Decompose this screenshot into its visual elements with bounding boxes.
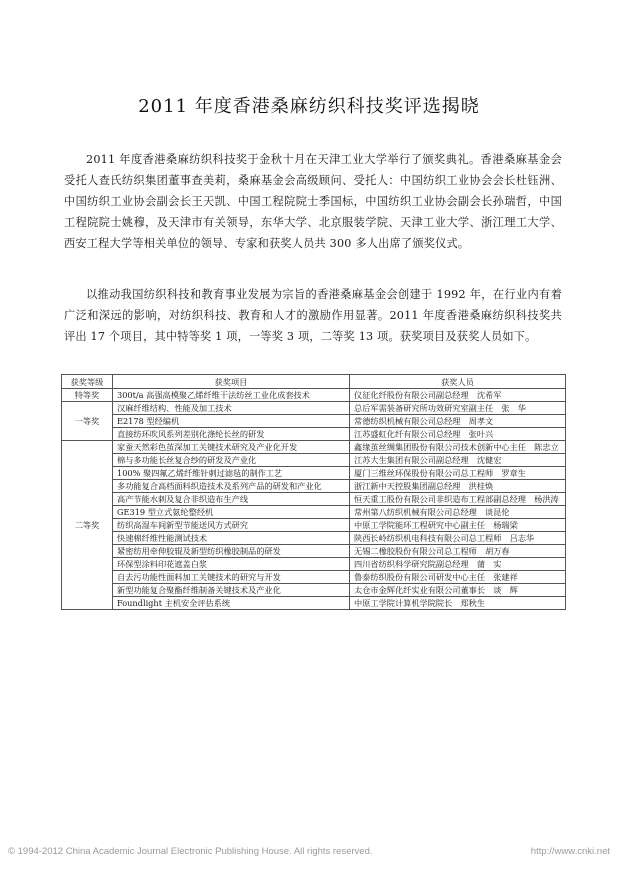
- table-row: [62, 597, 566, 610]
- award-project-cell: 环保型涂料印花遮盖白浆: [113, 558, 350, 571]
- award-level-cell: 特等奖: [62, 389, 113, 402]
- table-row: [62, 519, 566, 532]
- table-row: [62, 428, 566, 441]
- table-row: [62, 480, 566, 493]
- award-people-cell: 中原工学院计算机学院院长 郑秋生: [350, 597, 566, 610]
- table-row: [62, 558, 566, 571]
- table-row: [62, 506, 566, 519]
- table-body: [62, 389, 566, 610]
- table-header-row: [62, 375, 566, 389]
- copyright-footer: [8, 846, 610, 857]
- table-row: [62, 545, 566, 558]
- award-project-cell: 汉麻纤维结构、性能及加工技术: [113, 402, 350, 415]
- article-title: 2011 年度香港桑麻纺织科技奖评选揭晓: [138, 96, 480, 117]
- footer-url[interactable]: http://www.cnki.net: [530, 846, 610, 857]
- table-row: [62, 532, 566, 545]
- award-project-cell: Foundlight 主机安全评估系统: [113, 597, 350, 610]
- intro-paragraph: 2011 年度香港桑麻纺织科技奖于金秋十月在天津工业大学举行了颁奖典礼。香港桑麻基金会受托人查氏纺织集团董事查美莉，桑麻基金会高级顾问、受托人：中国纺织工业协会会长杜钰洲、中国纺织工业协会副会长王天凯、中国工程院院士季国标，中国纺织工业协会副会长孙瑞哲，中国工程院院士姚穆，及天津市有关领导，东华大学、北京服装学院、天津工业大学、浙江理工大学、西安工程大学等相关单位的领导、专家和获奖人员共 300 多人出席了颁奖仪式。: [64, 153, 562, 250]
- award-project-cell: GE319 型立式氨纶整经机: [113, 506, 350, 519]
- award-project-cell: 100% 聚四氟乙烯纤维针刺过滤毡的制作工艺: [113, 467, 350, 480]
- award-project-cell: 棉与多功能长丝复合纱的研发及产业化: [113, 454, 350, 467]
- award-project-cell: 自去污功能性面料加工关键技术的研究与开发: [113, 571, 350, 584]
- award-people-cell: 无锡二橡胶股份有限公司总工程师 胡万春: [350, 545, 566, 558]
- award-table: [61, 374, 566, 610]
- award-people-cell: 常州第八纺织机械有限公司总经理 谈昆伦: [350, 506, 566, 519]
- award-people-cell: 太仓市金辉化纤实业有限公司董事长 谈 辉: [350, 584, 566, 597]
- table-row: [62, 389, 566, 402]
- header-project: 获奖项目: [113, 375, 350, 389]
- award-people-cell: 鲁泰纺织股份有限公司研发中心主任 张建祥: [350, 571, 566, 584]
- table-row: [62, 402, 566, 415]
- copyright-text: © 1994-2012 China Academic Journal Electronic Publishing House. All rights reserved.: [8, 846, 373, 857]
- header-level: 获奖等级: [62, 375, 113, 389]
- table-row: [62, 441, 566, 454]
- header-people: 获奖人员: [350, 375, 566, 389]
- award-people-cell: 四川省纺织科学研究院副总经理 蒲 实: [350, 558, 566, 571]
- award-project-cell: 高产节能水刺及复合非织造布生产线: [113, 493, 350, 506]
- award-project-cell: 多功能复合高档面料织造技术及系列产品的研发和产业化: [113, 480, 350, 493]
- award-people-cell: 总后军需装备研究所功效研究室副主任 张 华: [350, 402, 566, 415]
- award-people-cell: 常德纺织机械有限公司总经理 周孝文: [350, 415, 566, 428]
- award-people-cell: 浙江新中天控股集团副总经理 洪桂焕: [350, 480, 566, 493]
- award-project-cell: 纺织高湿车间新型节能送风方式研究: [113, 519, 350, 532]
- table-row: [62, 571, 566, 584]
- award-project-cell: 300t/a 高强高模聚乙烯纤维干法纺丝工业化成套技术: [113, 389, 350, 402]
- table-row: [62, 454, 566, 467]
- award-people-cell: 中原工学院能环工程研究中心副主任 杨瑞梁: [350, 519, 566, 532]
- award-project-cell: E2178 型经编机: [113, 415, 350, 428]
- award-project-cell: 新型功能复合聚酯纤维制备关键技术及产业化: [113, 584, 350, 597]
- award-people-cell: 陕西长岭纺织机电科技有限公司总工程师 吕志华: [350, 532, 566, 545]
- table-row: [62, 415, 566, 428]
- award-project-cell: 直接纺环吹风系列差别化涤纶长丝的研发: [113, 428, 350, 441]
- award-people-cell: 鑫缘茧丝绸集团股份有限公司技术创新中心主任 陈忠立: [350, 441, 566, 454]
- award-people-cell: 江苏大生集团有限公司副总经理 沈健宏: [350, 454, 566, 467]
- table-row: [62, 493, 566, 506]
- award-project-cell: 紧密纺用牵伸胶辊及新型纺织橡胶制品的研发: [113, 545, 350, 558]
- award-project-cell: 快速棉纤维性能测试技术: [113, 532, 350, 545]
- award-level-cell: 一等奖: [62, 402, 113, 441]
- table-row: [62, 584, 566, 597]
- award-level-cell: 二等奖: [62, 441, 113, 610]
- award-project-cell: 家蚕天然彩色茧深加工关键技术研究及产业化开发: [113, 441, 350, 454]
- award-people-cell: 江苏盛虹化纤有限公司总经理 张叶兴: [350, 428, 566, 441]
- award-people-cell: 恒天重工股份有限公司非织造布工程部副总经理 杨洪涛: [350, 493, 566, 506]
- award-people-cell: 厦门三维丝环保股份有限公司总工程师 罗章生: [350, 467, 566, 480]
- table-row: [62, 467, 566, 480]
- foundation-paragraph: 以推动我国纺织科技和教育事业发展为宗旨的香港桑麻基金会创建于 1992 年，在行业内有着广泛和深远的影响，对纺织科技、教育和人才的激励作用显著。2011 年度香港桑麻纺织科技奖共评出 17 个项目，其中特等奖 1 项，一等奖 3 项，二等奖 13 项。获奖项目及获奖人员如下。: [64, 288, 562, 343]
- award-people-cell: 仪征化纤股份有限公司副总经理 沈希军: [350, 389, 566, 402]
